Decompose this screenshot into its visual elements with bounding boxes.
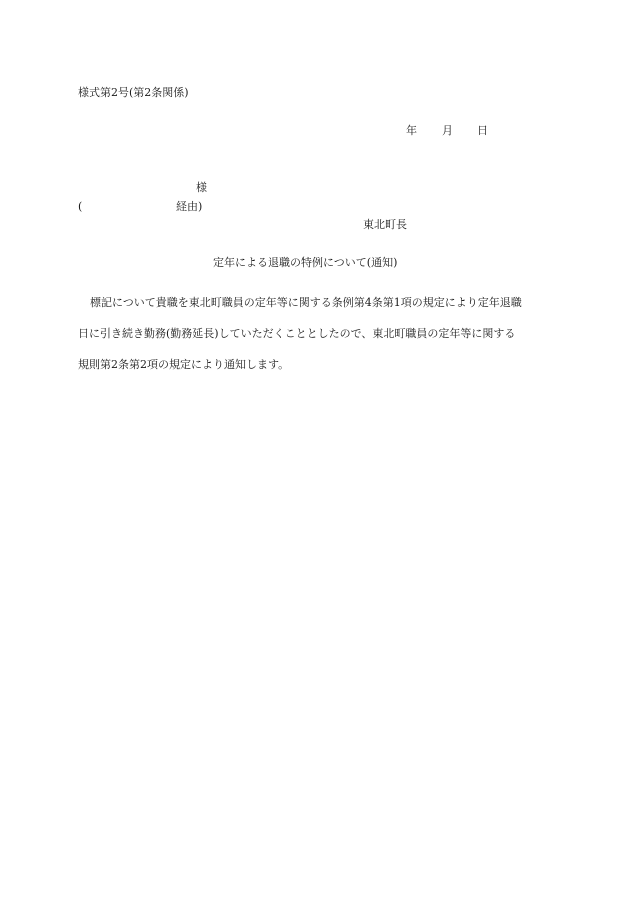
- body-paragraph: [78, 296, 554, 389]
- sender-name: 東北町長: [363, 218, 407, 231]
- body-line: 日に引き続き勤務(勤務延長)していただくこととしたので、東北町職員の定年等に関する: [78, 327, 516, 340]
- body-line: 規則第2条第2項の規定により通知します。: [78, 358, 290, 371]
- date-day-label: 日: [477, 124, 488, 137]
- document-subject: 定年による退職の特例について(通知): [213, 256, 398, 269]
- date-year-label: 年: [406, 124, 417, 137]
- addressee-honorific: 様: [196, 181, 207, 194]
- form-number: 様式第2号(第2条関係): [78, 86, 189, 99]
- date-line: [406, 124, 488, 137]
- via-open-paren: (: [78, 200, 83, 213]
- body-line: 標記について貴職を東北町職員の定年等に関する条例第4条第1項の規定により定年退職: [90, 296, 522, 309]
- via-label: 経由): [176, 200, 203, 213]
- date-month-label: 月: [442, 124, 453, 137]
